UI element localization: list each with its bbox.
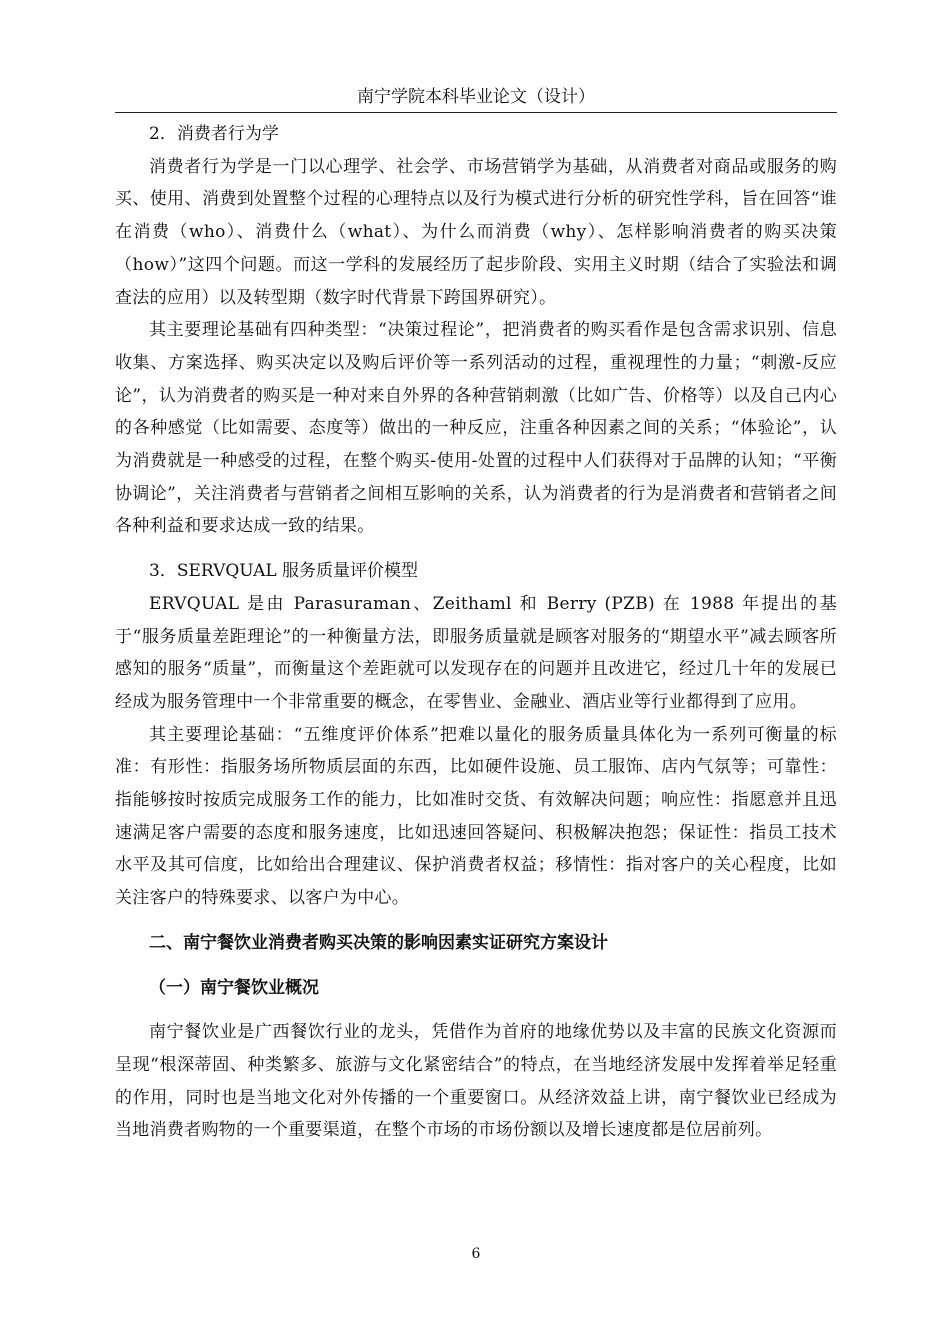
consumer-behavior-paragraph-1: 消费者行为学是一门以心理学、社会学、市场营销学为基础，从消费者对商品或服务的购买、使用、消费到处置整个过程的心理特点以及行为模式进行分析的研究性学科，旨在回答“谁在消费（who）、消费什么（what）、为什么而消费（why）、怎样影响消费者的购买决策（how）”这四个问题。而这一学科的发展经历了起步阶段、实用主义时期（结合了实验法和调查法的应用）以及转型期（数字时代背景下跨国界研究）。 [115, 156, 837, 308]
servqual-heading: 3．SERVQUAL 服务质量评价模型 [149, 561, 419, 582]
running-header: 南宁学院本科毕业论文（设计） [357, 87, 595, 107]
chapter-heading: 二、南宁餐饮业消费者购买决策的影响因素实证研究方案设计 [149, 932, 608, 953]
page-body [115, 118, 837, 1147]
consumer-behavior-paragraph-2: 其主要理论基础有四种类型：“决策过程论”，把消费者的购买看作是包含需求识别、信息收集、方案选择、购买决定以及购后评价等一系列活动的过程，重视理性的力量；“刺激-反应论”，认为消费者的购买是一种对来自外界的各种营销刺激（比如广告、价格等）以及自己内心的各种感觉（比如需要、态度等）做出的一种反应，注重各种因素之间的关系；“体验论”，认为消费就是一种感受的过程，在整个购买-使用-处置的过程中人们获得对于品牌的认知；“平衡协调论”，关注消费者与营销者之间相互影响的关系，认为消费者的行为是消费者和营销者之间各种利益和要求达成一致的结果。 [115, 320, 837, 537]
section-heading: （一）南宁餐饮业概况 [149, 977, 319, 998]
overview-paragraph: 南宁餐饮业是广西餐饮行业的龙头，凭借作为首府的地缘优势以及丰富的民族文化资源而呈现“根深蒂固、种类繁多、旅游与文化紧密结合”的特点，在当地经济发展中发挥着举足轻重的作用，同时也是当地文化对外传播的一个重要窗口。从经济效益上讲，南宁餐饮业已经成为当地消费者购物的一个重要渠道，在整个市场的市场份额以及增长速度都是位居前列。 [115, 1022, 837, 1141]
consumer-behavior-heading: 2．消费者行为学 [149, 124, 279, 144]
page-number: 6 [471, 1246, 481, 1262]
servqual-paragraph-2: 其主要理论基础：“五维度评价体系”把难以量化的服务质量具体化为一系列可衡量的标准：有形性：指服务场所物质层面的东西，比如硬件设施、员工服饰、店内气氛等；可靠性：指能够按时按质完成服务工作的能力，比如准时交货、有效解决问题；响应性：指愿意并且迅速满足客户需要的态度和服务速度，比如迅速回答疑问、积极解决抱怨；保证性：指员工技术水平及其可信度，比如给出合理建议、保护消费者权益；移情性：指对客户的关心程度，比如关注客户的特殊要求、以客户为中心。 [115, 724, 837, 909]
header-rule [115, 112, 837, 113]
servqual-paragraph-1: ERVQUAL 是由 Parasuraman、Zeithaml 和 Berry (PZB) 在 1988 年提出的基于“服务质量差距理论”的一种衡量方法，即服务质量就是顾客对服务的“期望水平”减去顾客所感知的服务“质量”，而衡量这个差距就可以发现存在的问题并且改进它，经过几十年的发展已经成为服务管理中一个非常重要的概念，在零售业、金融业、酒店业等行业都得到了应用。 [115, 593, 837, 712]
